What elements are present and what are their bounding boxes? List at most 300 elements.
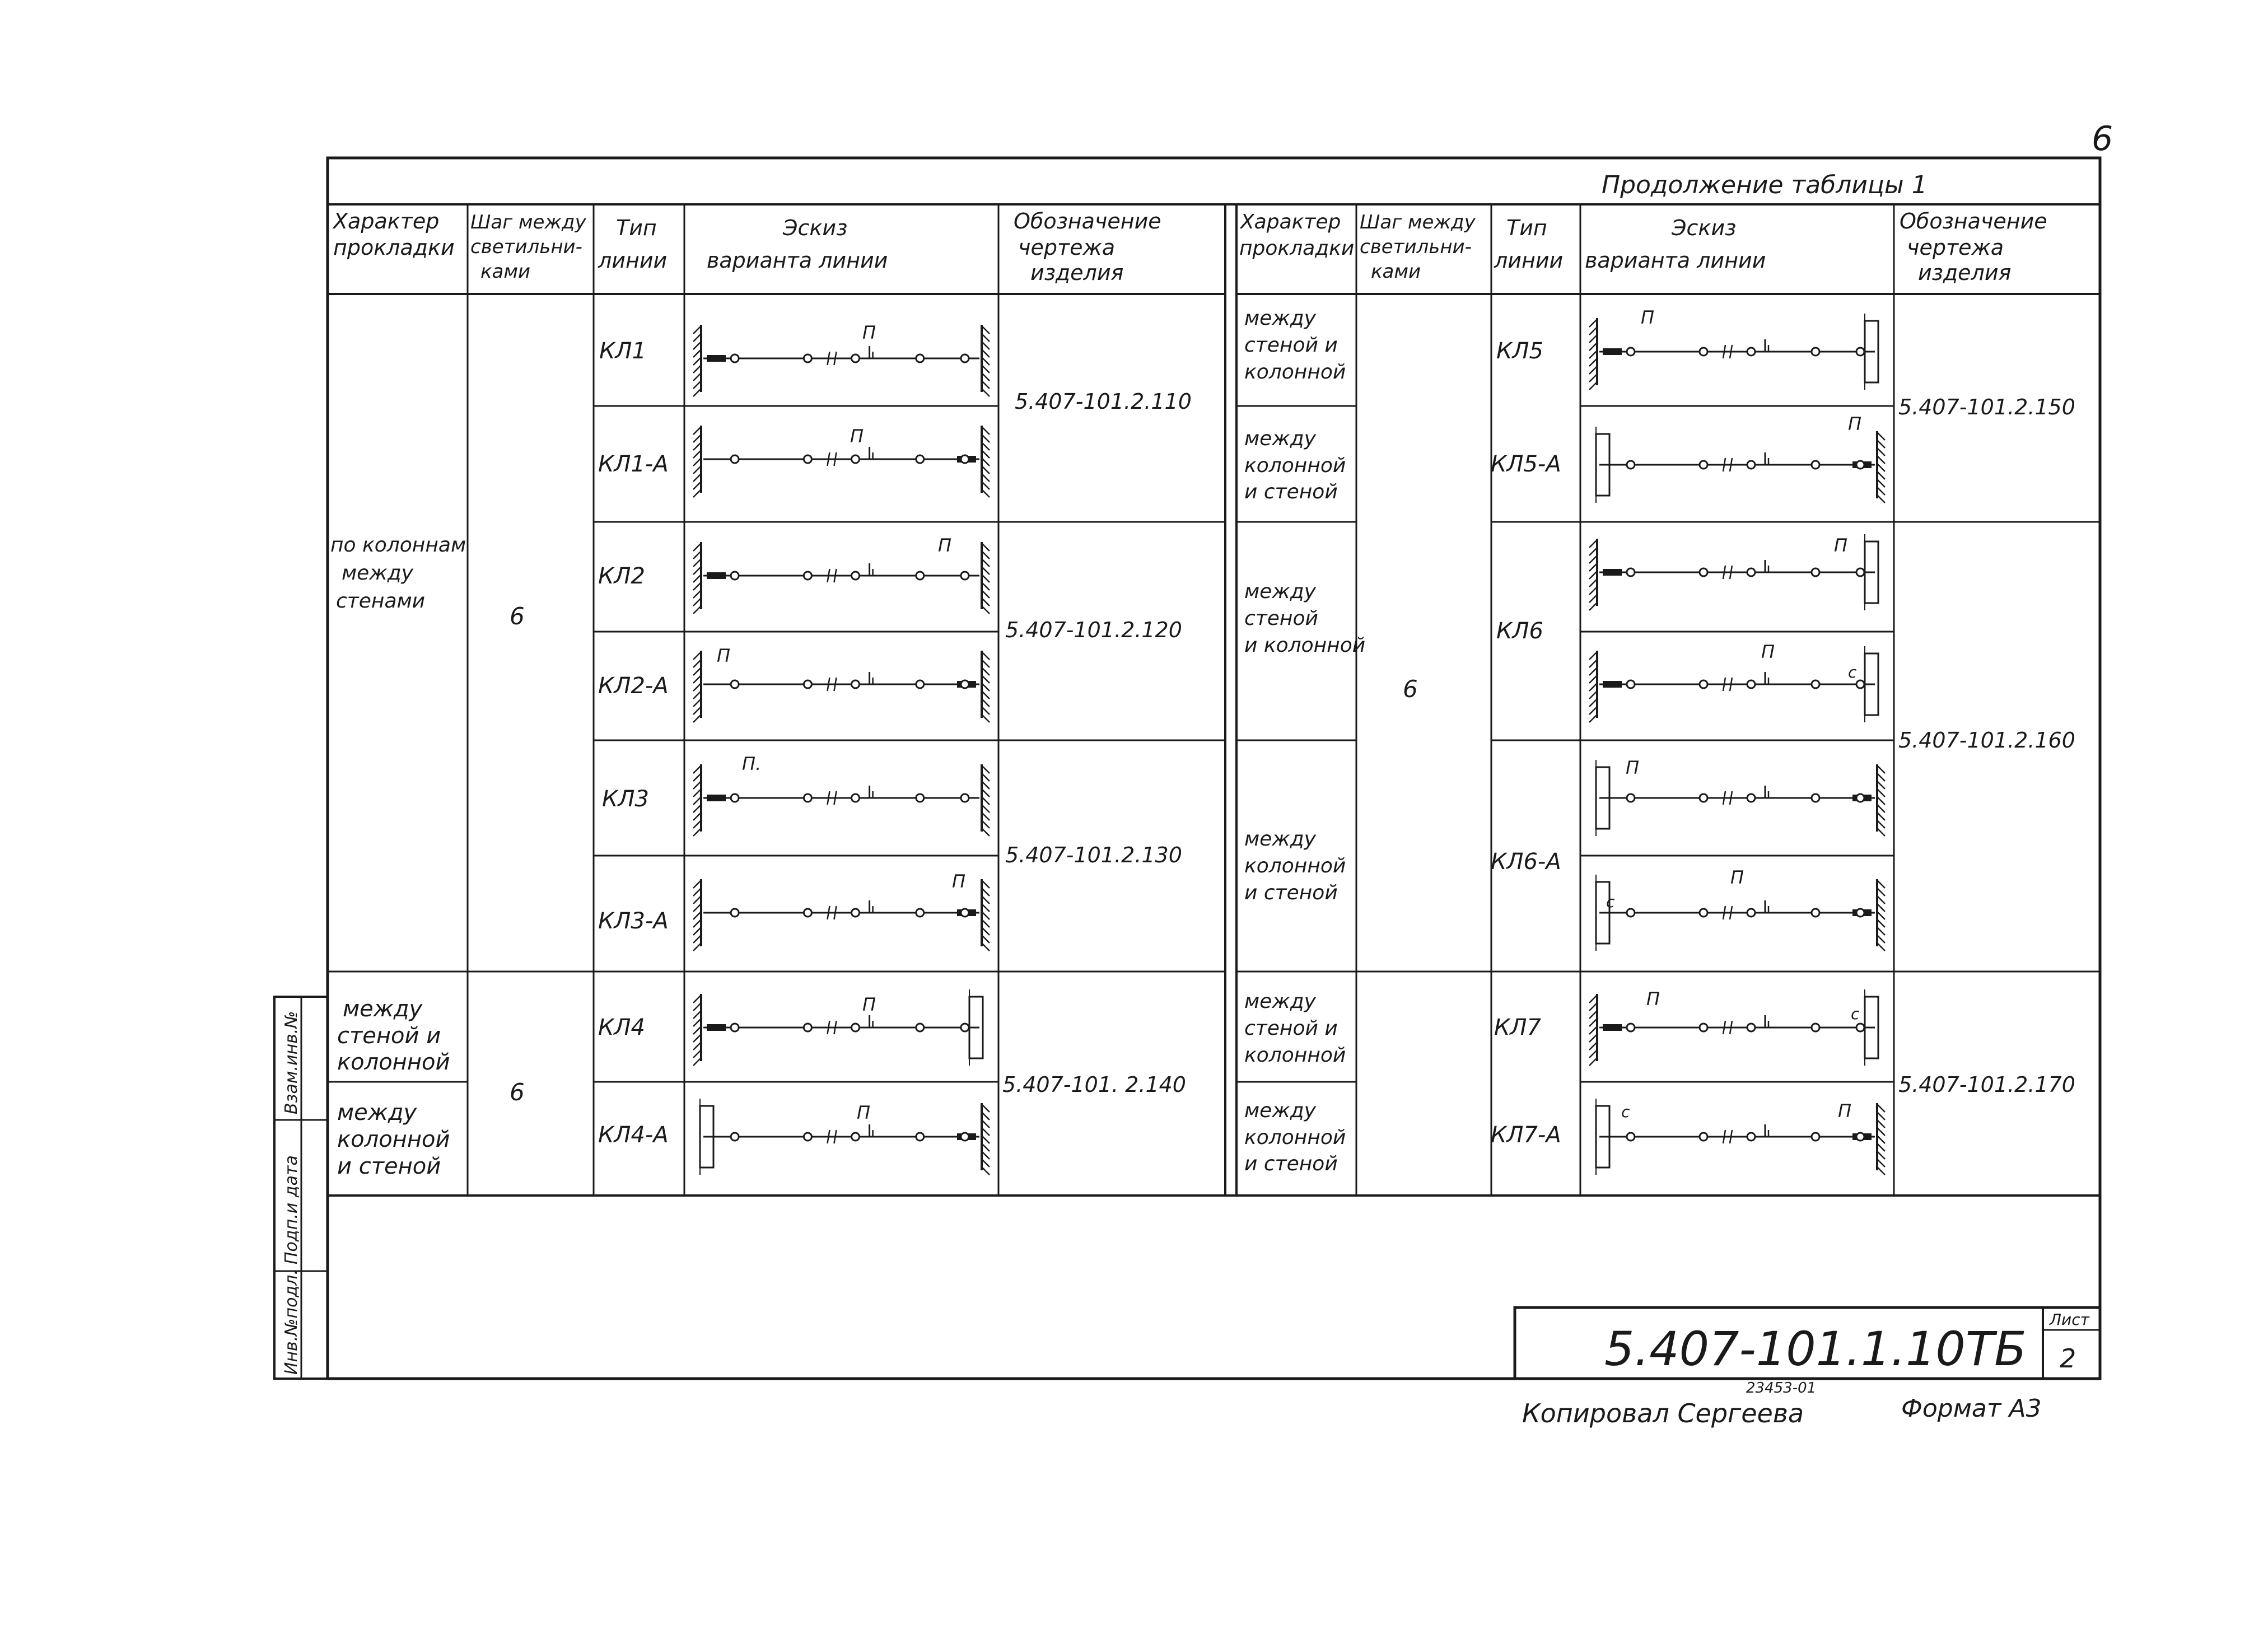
kl2-lamp <box>804 572 811 580</box>
kl6a-1-lamp <box>1627 794 1635 802</box>
kl2-wall-hatch <box>693 559 701 567</box>
kl5-lamp <box>1627 348 1635 356</box>
kl3-wall-hatch <box>693 773 701 781</box>
kl6a-1-wall-hatch <box>1877 797 1885 805</box>
right-laying-0-line-2: стеной и <box>1244 334 1338 357</box>
kl4a-lamp <box>916 1133 924 1141</box>
kl5a-wall-hatch <box>1877 479 1885 487</box>
left-laying-0-line-3: стенами <box>336 590 426 613</box>
kl7a-wall-hatch <box>1877 1167 1885 1175</box>
kl7-lamp <box>1627 1024 1635 1031</box>
right-drawing-1: 5.407-101.2.160 <box>1898 728 2075 753</box>
kl3a-lamp <box>961 909 969 917</box>
kl3a-wall-hatch <box>982 896 990 904</box>
kl1a-lamp <box>731 455 739 463</box>
continuation-title: Продолжение таблицы 1 <box>1602 171 1928 199</box>
header-pitch-3: ками <box>480 260 531 283</box>
kl2-wall-hatch <box>982 590 990 598</box>
kl4-wall-hatch <box>693 1050 701 1058</box>
header-type-1: Тип <box>616 216 657 240</box>
kl1a-wall-hatch <box>982 466 990 474</box>
kl5a-wall-hatch <box>1877 456 1885 464</box>
header-pitch-1-r: Шаг между <box>1360 211 1476 234</box>
kl6a-row-wall-hatch <box>1589 675 1597 683</box>
kl2-wall-hatch <box>693 543 701 551</box>
kl4a-lamp <box>852 1133 860 1141</box>
kl6a-1-wall-hatch <box>1877 781 1885 789</box>
kl5a-wall-hatch <box>1877 487 1885 495</box>
header-pitch-2: светильни- <box>470 236 582 258</box>
kl1-wall-hatch <box>982 334 990 342</box>
sketch-label-kl3a: П <box>952 871 966 892</box>
left-drawing-cells <box>1002 389 1192 1097</box>
kl3-wall-hatch <box>982 820 990 828</box>
kl7a-wall-hatch <box>1877 1128 1885 1136</box>
footer-format: Формат А3 <box>1901 1394 2042 1423</box>
kl6-lamp <box>1856 568 1864 576</box>
kl6-wall-hatch <box>1589 540 1597 548</box>
kl1a-lamp <box>961 455 969 463</box>
kl1a-lamp <box>852 455 860 463</box>
kl3a-lamp <box>852 909 860 917</box>
header-laying-1: Характер <box>333 209 440 234</box>
left-laying-1-line-2: стеной и <box>337 1023 441 1049</box>
kl7a-lamp <box>1700 1133 1707 1141</box>
kl7a-lamp <box>1627 1133 1635 1141</box>
kl2a-wall-hatch <box>693 667 701 675</box>
sketch-label-kl7-c: с <box>1851 1005 1860 1023</box>
left-pitch-cells <box>510 603 525 1106</box>
stamp-inv-orig: Инв.№подл. <box>282 1269 301 1375</box>
kl6-wall-hatch <box>1589 587 1597 595</box>
kl3a-wall-hatch <box>693 904 701 912</box>
kl5-anchor <box>1603 348 1622 355</box>
kl3a-wall-hatch <box>693 935 701 943</box>
right-type-cells <box>1491 338 1561 1148</box>
kl3-wall-hatch <box>982 812 990 820</box>
kl6a-1-lamp <box>1700 794 1707 802</box>
kl4a-wall-hatch <box>982 1159 990 1167</box>
right-laying-5-line-2: колонной <box>1244 1126 1346 1149</box>
kl7a-wall-hatch <box>1877 1136 1885 1143</box>
header-drawing-3: изделия <box>1030 260 1124 285</box>
kl2a-lamp <box>916 680 924 688</box>
kl3-wall-hatch <box>982 828 990 836</box>
right-drawing-0: 5.407-101.2.150 <box>1898 395 2075 419</box>
kl5a-wall-hatch <box>1877 448 1885 456</box>
kl3a-wall-hatch <box>693 896 701 904</box>
kl5-wall-hatch <box>1589 374 1597 382</box>
right-type-2: КЛ6 <box>1496 618 1543 644</box>
header-type-2-r: линии <box>1494 248 1564 273</box>
kl5-wall-hatch <box>1589 335 1597 343</box>
kl2-anchor <box>707 572 726 579</box>
kl6a-row-wall-hatch <box>1589 699 1597 707</box>
kl1-lamp <box>916 354 924 362</box>
right-laying-0-line-3: колонной <box>1244 361 1346 384</box>
kl2a-wall-hatch <box>982 707 990 715</box>
kl5-wall-hatch <box>1589 382 1597 390</box>
kl6a-row-wall-hatch <box>1589 667 1597 675</box>
kl4a-wall-hatch <box>982 1151 990 1159</box>
kl7a-wall-hatch <box>1877 1112 1885 1120</box>
stamp-sign-date: Подп.и дата <box>282 1155 301 1264</box>
sketch-label-kl6: П <box>1834 535 1848 556</box>
kl1a-wall-hatch <box>693 474 701 482</box>
kl2a-wall-hatch <box>982 652 990 660</box>
left-laying-0-line-1: по колоннам <box>330 534 466 557</box>
kl3-wall-hatch <box>982 805 990 812</box>
kl2-wall-hatch <box>982 559 990 567</box>
header-drawing-1: Обозначение <box>1014 209 1161 234</box>
kl2-lamp <box>852 572 860 580</box>
kl6a-row-lamp <box>1700 680 1707 688</box>
kl4-wall-hatch <box>693 1058 701 1066</box>
kl1a-wall-hatch <box>693 427 701 435</box>
kl2a-wall-hatch <box>982 699 990 707</box>
right-type-0: КЛ5 <box>1496 338 1543 364</box>
kl3a-lamp <box>916 909 924 917</box>
kl7-lamp <box>1700 1024 1707 1031</box>
kl6a-1-lamp <box>1856 794 1864 802</box>
kl2-wall-hatch <box>982 551 990 559</box>
kl1a-wall-hatch <box>693 489 701 497</box>
kl6a-row-wall-hatch <box>1589 652 1597 660</box>
left-drawing-2: 5.407-101.2.130 <box>1005 843 1182 867</box>
kl6-wall-hatch <box>1589 555 1597 563</box>
left-pitch-0: 6 <box>510 603 525 630</box>
kl3a-wall-hatch <box>693 888 701 896</box>
right-laying-4-line-1: между <box>1244 990 1316 1013</box>
kl1-wall-hatch <box>982 365 990 373</box>
right-laying-2-line-3: и колонной <box>1244 634 1366 657</box>
kl6a-1-wall-hatch <box>1877 773 1885 781</box>
kl6a-row-wall-hatch <box>1589 660 1597 667</box>
kl1-wall-hatch <box>693 357 701 365</box>
kl6a-row-lamp <box>1747 680 1755 688</box>
kl3a-wall-hatch <box>693 927 701 935</box>
right-type-4: КЛ7 <box>1494 1015 1541 1040</box>
sketch-label-kl6a-2-c: с <box>1606 893 1615 911</box>
kl7a-lamp <box>1747 1133 1755 1141</box>
sheet-number: 6 <box>2092 119 2113 158</box>
right-type-3: КЛ6-А <box>1491 849 1561 875</box>
kl5a-lamp <box>1700 461 1707 469</box>
kl7-lamp <box>1747 1024 1755 1031</box>
sketch-label-kl6a-2-p: П <box>1730 867 1744 888</box>
kl1-wall-hatch <box>693 334 701 342</box>
kl6-wall-hatch <box>1589 595 1597 603</box>
side-stamp <box>274 997 328 1379</box>
kl2-wall-hatch <box>982 575 990 582</box>
kl3a-wall-hatch <box>693 912 701 919</box>
left-laying-1-line-1: между <box>343 996 423 1022</box>
header-type-1-r: Тип <box>1506 216 1547 240</box>
kl2-wall-hatch <box>693 551 701 559</box>
right-laying-5-line-1: между <box>1244 1099 1316 1122</box>
kl2-wall-hatch <box>982 582 990 590</box>
right-laying-3-line-3: и стеной <box>1244 881 1338 904</box>
kl6-anchor <box>1603 569 1622 576</box>
kl4-wall-hatch <box>693 1011 701 1019</box>
kl7-wall-hatch <box>1589 1003 1597 1011</box>
kl2a-lamp <box>804 680 811 688</box>
header-pitch-3-r: ками <box>1371 260 1421 283</box>
right-laying-4-line-2: стеной и <box>1244 1017 1338 1040</box>
kl4a-wall-hatch <box>982 1104 990 1112</box>
header-pitch-1: Шаг между <box>470 211 586 234</box>
kl1a-wall-hatch <box>693 482 701 489</box>
kl1-wall-hatch <box>693 342 701 349</box>
right-type-5: КЛ7-А <box>1491 1122 1561 1148</box>
kl2a-wall-hatch <box>693 675 701 683</box>
kl1-wall-hatch <box>982 357 990 365</box>
kl6-wall-hatch <box>1589 563 1597 571</box>
kl7a-wall-hatch <box>1877 1120 1885 1128</box>
left-laying-2-line-2: колонной <box>337 1127 450 1152</box>
header-sketch-1-r: Эскиз <box>1672 216 1737 240</box>
kl5a-wall-hatch <box>1877 495 1885 503</box>
kl4-lamp <box>961 1024 969 1031</box>
kl4-lamp <box>804 1024 811 1031</box>
right-laying-5-line-3: и стеной <box>1244 1152 1338 1175</box>
title-sub-code: 23453-01 <box>1746 1380 1817 1397</box>
kl3a-lamp <box>731 909 739 917</box>
title-block <box>1515 1308 2100 1397</box>
kl6-wall-hatch <box>1589 571 1597 579</box>
kl2a-lamp <box>731 680 739 688</box>
kl6a-2-lamp <box>1627 909 1635 917</box>
kl1a-wall-hatch <box>693 466 701 474</box>
header-type-2: линии <box>598 248 668 273</box>
kl1a-wall-hatch <box>982 482 990 489</box>
kl3a-wall-hatch <box>982 927 990 935</box>
left-drawing-3: 5.407-101. 2.140 <box>1002 1072 1186 1097</box>
kl4a-wall-hatch <box>982 1167 990 1175</box>
kl7-lamp <box>1856 1024 1864 1031</box>
kl4-lamp <box>916 1024 924 1031</box>
kl7-anchor <box>1603 1024 1622 1031</box>
sketch-label-kl1a: П <box>850 426 864 447</box>
sketch-label-kl2a: П <box>717 645 731 666</box>
right-drawing-cells <box>1898 395 2075 1097</box>
kl1a-wall-hatch <box>693 458 701 466</box>
kl7-wall-hatch <box>1589 1034 1597 1042</box>
kl1a-wall-hatch <box>693 450 701 458</box>
kl1a-wall-hatch <box>693 435 701 442</box>
sketch-label-kl3: П. <box>742 753 762 774</box>
kl3a-wall-hatch <box>982 904 990 912</box>
kl1-wall-hatch <box>693 373 701 381</box>
kl7-wall-hatch <box>1589 1011 1597 1019</box>
kl7-wall-hatch <box>1589 1042 1597 1050</box>
header-pitch-2-r: светильни- <box>1360 236 1472 258</box>
kl5-wall-hatch <box>1589 366 1597 374</box>
kl2a-wall-hatch <box>693 691 701 699</box>
kl4a-lamp <box>961 1133 969 1141</box>
kl6a-row-lamp <box>1627 680 1635 688</box>
kl1a-wall-hatch <box>693 442 701 450</box>
kl5-wall-hatch <box>1589 351 1597 358</box>
kl6a-2-lamp <box>1700 909 1707 917</box>
kl4a-wall-hatch <box>982 1143 990 1151</box>
left-pitch-1: 6 <box>510 1078 525 1106</box>
kl7-wall-hatch <box>1589 995 1597 1003</box>
kl5-lamp <box>1700 348 1707 356</box>
kl3-wall-hatch <box>982 789 990 797</box>
right-laying-1-line-2: колонной <box>1244 454 1346 477</box>
kl6a-row-wall-hatch <box>1589 707 1597 715</box>
kl2a-wall-hatch <box>693 715 701 722</box>
kl3-wall-hatch <box>982 797 990 805</box>
header-right <box>1239 209 2047 285</box>
kl2-lamp <box>731 572 739 580</box>
kl4-wall-hatch <box>693 995 701 1003</box>
stamp-replace-inv: Взам.инв.№ <box>282 1011 301 1114</box>
kl4-wall-hatch <box>693 1026 701 1034</box>
kl6a-1-wall-hatch <box>1877 805 1885 812</box>
kl3a-lamp <box>804 909 811 917</box>
sketch-label-kl4: П <box>862 994 876 1015</box>
kl5a-lamp <box>1747 461 1755 469</box>
kl6-lamp <box>1700 568 1707 576</box>
kl3a-wall-hatch <box>982 880 990 888</box>
sketch-label-kl7a-p: П <box>1838 1100 1852 1122</box>
kl3-wall-hatch <box>693 805 701 812</box>
footer-copied: Копировал Сергеева <box>1522 1398 1804 1428</box>
kl1a-wall-hatch <box>982 442 990 450</box>
kl5a-lamp <box>1627 461 1635 469</box>
kl2-wall-hatch <box>982 598 990 606</box>
header-drawing-3-r: изделия <box>1918 260 2012 285</box>
kl3a-wall-hatch <box>693 919 701 927</box>
title-sheet-no: 2 <box>2060 1343 2076 1374</box>
right-laying-2-line-2: стеной <box>1244 607 1318 630</box>
kl7a-lamp <box>1812 1133 1819 1141</box>
kl1a-lamp <box>916 455 924 463</box>
kl6a-1-wall-hatch <box>1877 789 1885 797</box>
kl3-wall-hatch <box>693 765 701 773</box>
kl1-wall-hatch <box>693 349 701 357</box>
kl6a-2-lamp <box>1812 909 1819 917</box>
kl2-wall-hatch <box>693 582 701 590</box>
kl2a-lamp <box>961 680 969 688</box>
kl6a-row-lamp <box>1856 680 1864 688</box>
kl1a-wall-hatch <box>982 458 990 466</box>
kl5a-wall-hatch <box>1877 464 1885 471</box>
kl7-wall-hatch <box>1589 1026 1597 1034</box>
left-drawing-1: 5.407-101.2.120 <box>1005 618 1182 642</box>
kl1-lamp <box>852 354 860 362</box>
kl3-lamp <box>916 794 924 802</box>
kl4a-wall-hatch <box>982 1128 990 1136</box>
kl1a-wall-hatch <box>982 427 990 435</box>
kl5-lamp <box>1856 348 1864 356</box>
header-sketch-1: Эскиз <box>783 216 848 240</box>
left-type-7: КЛ4-А <box>598 1122 669 1148</box>
kl6a-2-lamp <box>1747 909 1755 917</box>
kl6-lamp <box>1747 568 1755 576</box>
kl6a-2-wall-hatch <box>1877 896 1885 904</box>
kl3a-wall-hatch <box>693 880 701 888</box>
kl1-wall-hatch <box>693 389 701 396</box>
kl3-lamp <box>731 794 739 802</box>
kl5-wall-hatch <box>1589 358 1597 366</box>
right-laying-1-line-3: и стеной <box>1244 480 1338 503</box>
left-type-5: КЛ3-А <box>598 908 669 934</box>
kl1-wall-hatch <box>982 389 990 396</box>
kl4a-lamp <box>731 1133 739 1141</box>
kl4-anchor <box>707 1024 726 1031</box>
kl3a-wall-hatch <box>693 943 701 951</box>
kl2a-wall-hatch <box>982 675 990 683</box>
sketch-label-kl6-p: П <box>1761 641 1775 662</box>
kl2-lamp <box>961 572 969 580</box>
left-type-1: КЛ1-А <box>598 451 669 477</box>
kl1a-wall-hatch <box>982 450 990 458</box>
kl6-wall-hatch <box>1589 603 1597 610</box>
kl1-lamp <box>731 354 739 362</box>
kl2a-wall-hatch <box>982 691 990 699</box>
title-sheet-label: Лист <box>2050 1310 2089 1329</box>
kl5a-wall-hatch <box>1877 432 1885 440</box>
kl5a-lamp <box>1856 461 1864 469</box>
kl6a-2-wall-hatch <box>1877 927 1885 935</box>
kl2-lamp <box>916 572 924 580</box>
kl2a-wall-hatch <box>982 660 990 667</box>
kl3-wall-hatch <box>693 828 701 836</box>
kl5-lamp <box>1812 348 1819 356</box>
kl4-lamp <box>852 1024 860 1031</box>
kl3-lamp <box>804 794 811 802</box>
kl6-wall-hatch <box>1589 579 1597 587</box>
kl7-wall-hatch <box>1589 1058 1597 1066</box>
kl3-wall-hatch <box>982 773 990 781</box>
kl6a-1-wall-hatch <box>1877 828 1885 836</box>
kl6a-1-lamp <box>1747 794 1755 802</box>
kl3-wall-hatch <box>693 781 701 789</box>
kl7-wall-hatch <box>1589 1050 1597 1058</box>
header-sketch-2-r: варианта линии <box>1585 248 1766 273</box>
header-laying-2: прокладки <box>333 235 455 260</box>
right-laying-3-line-2: колонной <box>1244 854 1346 877</box>
sketch-label-kl1: П <box>862 322 876 343</box>
left-laying-0-line-2: между <box>342 562 413 585</box>
kl1a-wall-hatch <box>982 474 990 482</box>
kl6a-row-wall-hatch <box>1589 683 1597 691</box>
kl6a-1-wall-hatch <box>1877 820 1885 828</box>
kl4-wall-hatch <box>693 1019 701 1026</box>
kl1-wall-hatch <box>982 381 990 389</box>
kl6a-2-wall-hatch <box>1877 943 1885 951</box>
kl4a-wall-hatch <box>982 1120 990 1128</box>
left-type-0: КЛ1 <box>599 338 646 364</box>
kl1a-lamp <box>804 455 811 463</box>
kl6-lamp <box>1627 568 1635 576</box>
kl3a-wall-hatch <box>982 888 990 896</box>
kl3-wall-hatch <box>693 797 701 805</box>
left-type-2: КЛ2 <box>598 563 645 589</box>
kl2a-lamp <box>852 680 860 688</box>
kl1-wall-hatch <box>982 373 990 381</box>
header-left <box>332 209 1161 285</box>
kl3-wall-hatch <box>693 812 701 820</box>
kl4-wall-hatch <box>693 1003 701 1011</box>
sketch-label-kl4a: П <box>857 1102 871 1123</box>
kl7a-wall-hatch <box>1877 1104 1885 1112</box>
left-drawing-0: 5.407-101.2.110 <box>1015 389 1192 414</box>
sketch-label-kl5a: П <box>1848 413 1862 435</box>
